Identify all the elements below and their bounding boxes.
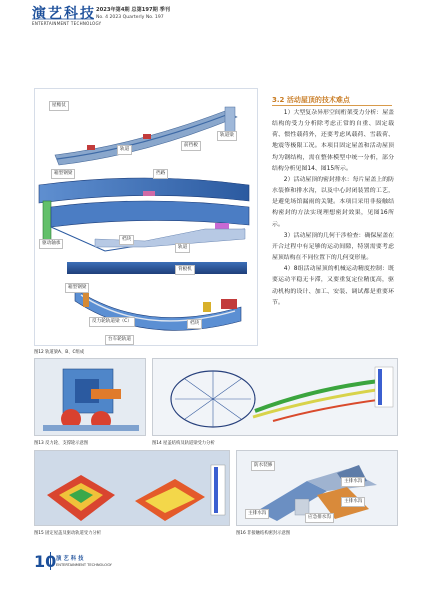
callout-wheel-gear: 驱动轴承 <box>39 239 63 249</box>
figure-13-wheels <box>34 358 146 436</box>
callout-block: 档块 <box>119 235 134 245</box>
page-number: 10 <box>34 552 57 571</box>
callout-box-girder: 箱型钢梁 <box>51 169 75 179</box>
paragraph-1: 1）大型复杂异形空间桁架受力分析：屋盖结构的受力分析除考虑正常的自重、固定载荷、惯性载荷外，还要考虑风载荷、雪载荷、地震等极限工况。本项目固定屋盖和活动屋顶均为钢结构，需在整体模型中统一分析，部分结构分析见图14、图15所示。 <box>272 110 394 172</box>
callout-sealing: 应急排水沟 <box>305 513 334 523</box>
figure-12-caption: 图12 轨道梁A、B、C组成 <box>34 350 85 355</box>
figure-16-caption: 图16 非接触结构密封示意图 <box>236 531 291 536</box>
figure-14-caption: 图14 屋盖结构及轨道梁受力分析 <box>152 441 215 446</box>
footer-divider <box>50 552 51 570</box>
callout-secondary-gutter: 主排水沟 <box>245 509 269 519</box>
callout-reaction-wheel: 反力轮轨道梁（C） <box>89 317 135 327</box>
paragraph-4: 4）8组活动屋顶的机械运动精度控制：既要运动平稳无卡滞，又要重复定位精度高，驱动机构的设计、加工、安装、调试都是重要环节。 <box>272 266 394 306</box>
section-title: 3.2 活动屋顶的技术难点 <box>272 96 350 104</box>
roof-structure-analysis-illustration <box>153 359 398 436</box>
drive-rail-analysis-illustration <box>35 451 230 526</box>
magazine-logo-subtitle: ENTERTAINMENT TECHNOLOGY <box>32 21 102 26</box>
figure-15-drive-rail-analysis <box>34 450 230 526</box>
callout-stopper-top: 挡路 <box>153 169 168 179</box>
section-title-rule <box>272 105 392 106</box>
figure-15-caption: 图15 固定屋盖及驱动轨道受力分析 <box>34 531 101 536</box>
page-header <box>0 0 427 42</box>
callout-main-gutter-2: 主排水沟 <box>341 497 365 507</box>
callout-box-girder-2: 箱型钢梁 <box>65 283 89 293</box>
paragraph-2: 2）活动屋顶的密封排水：每片屋盖上的防水装修和排水沟，以及中心封闭装置的工艺，是避免场馆漏雨的关键。本项目采用非接触结构密封的方法实现理想密封效果，见图16所示。 <box>272 176 394 228</box>
figure-12-rail-beam <box>34 88 258 346</box>
callout-rail: 轨道 <box>117 145 132 155</box>
issue-info: 2023年第4期 总第197期 季刊 <box>96 7 170 13</box>
figure-14-roof-analysis <box>152 358 398 436</box>
callout-rail-2: 轨道 <box>175 243 190 253</box>
callout-back-plate: 背板机 <box>175 265 195 275</box>
footer-brand: 演艺科技 <box>56 556 86 562</box>
callout-main-gutter: 主排水沟 <box>341 477 365 487</box>
figure-13-caption: 图13 反力轮、支撑轮示意图 <box>34 441 89 446</box>
magazine-logo-text: 演艺科技 <box>32 6 96 22</box>
callout-pull-net: 前挡板 <box>181 141 201 151</box>
callout-waterproof: 防水装修 <box>251 461 275 471</box>
callout-bottom-rail: 台车轮轨道 <box>105 335 134 345</box>
reaction-wheel-illustration <box>35 359 146 436</box>
callout-tracked-rail: 轨道梁 <box>217 131 237 141</box>
callout-block-2: 档块 <box>187 319 202 329</box>
footer-brand-sub: ENTERTAINMENT TECHNOLOGY <box>56 563 112 567</box>
issue-info-en: No. 4 2023 Quarterly No. 197 <box>96 15 164 20</box>
figure-16-seal <box>236 450 398 526</box>
rail-beam-illustration <box>35 89 259 347</box>
section-body <box>272 108 394 309</box>
paragraph-3: 3）活动屋顶的几何干涉检查：确保屋盖在开合过程中有足够的运动间隙，特别需要考虑屋顶结构在不同位置下的几何变形量。 <box>272 232 394 262</box>
callout-roof-support: 屋檐仗 <box>49 101 69 111</box>
